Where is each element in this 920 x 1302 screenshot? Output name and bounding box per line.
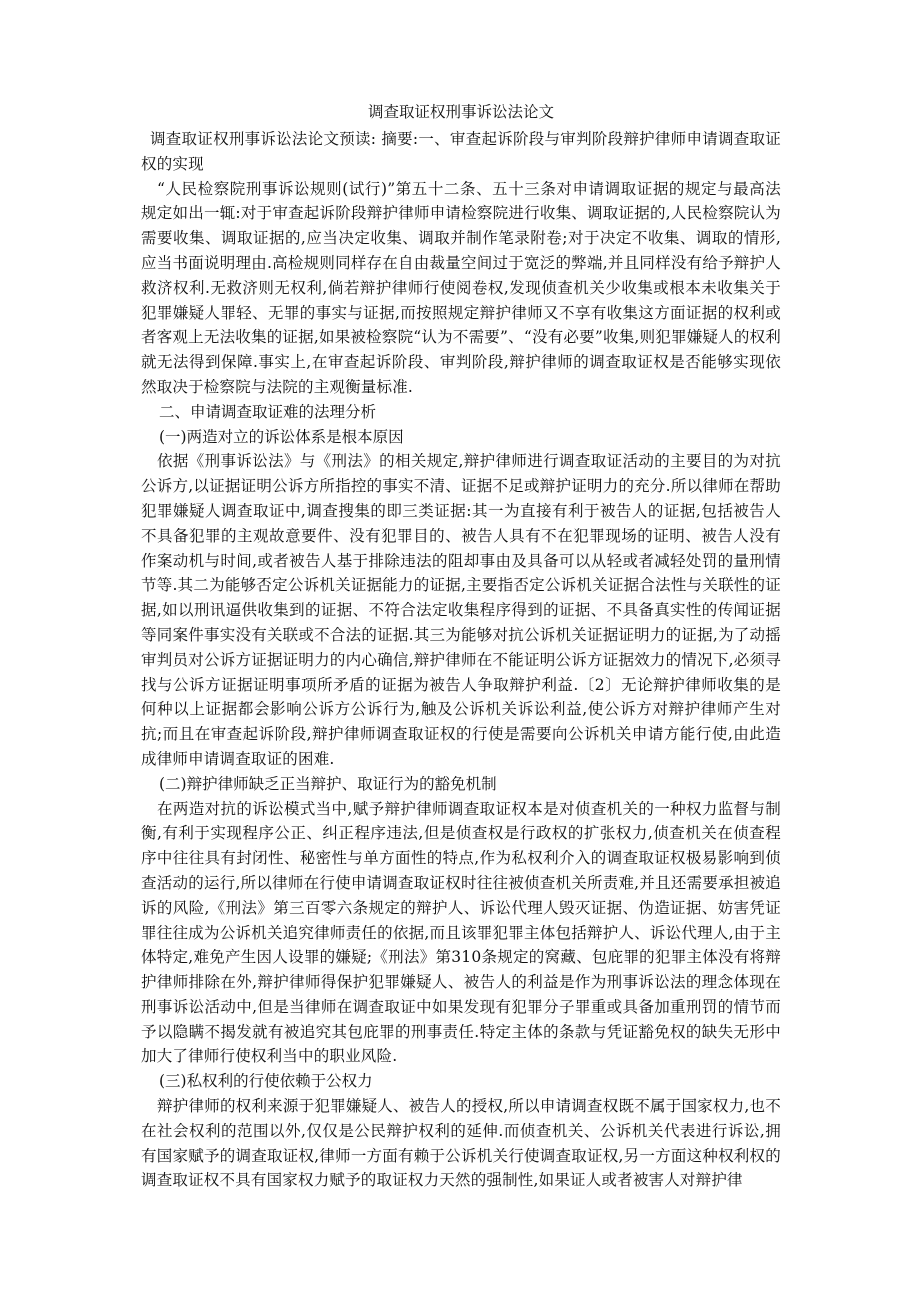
body-paragraph: “人民检察院刑事诉讼规则(试行)”第五十二条、五十三条对申请调取证据的规定与最高法规定如出一辄:对于审查起诉阶段辩护律师申请检察院进行收集、调取证据的,人民检察院认为需要收集、调取证据的,应当决定收集、调取并制作笔录附卷;对于决定不收集、调取的情形,应当书面说明理由.高检规则同样存在自由裁量空间过于宽泛的弊端,并且同样没有给予辩护人救济权利.无救济则无权利,倘若辩护律师行使阅卷权,发现侦查机关少收集或根本未收集关于犯罪嫌疑人罪轻、无罪的事实与证据,而按照规定辩护律师又不享有收集这方面证据的权利或者客观上无法收集的证据,如果被检察院“认为不需要”、“没有必要”收集,则犯罪嫌疑人的权利就无法得到保障.事实上,在审查起诉阶段、审判阶段,辩护律师的调查取证权是否能够实现依然取决于检察院与法院的主观衡量标准. [141, 179, 781, 396]
section-heading: (二)辩护律师缺乏正当辩护、取证行为的豁免机制 [159, 774, 497, 793]
body-paragraph: 辩护律师的权利来源于犯罪嫌疑人、被告人的授权,所以申请调查权既不属于国家权力,也不在社会权利的范围以外,仅仅是公民辩护权利的延伸.而侦查机关、公诉机关代表进行诉讼,拥有国家赋予的调查取证权,律师一方面有赖于公诉机关行使调查取证权,另一方面这种权利权的调查取证权不具有国家权力赋予的取证权力天然的强制性,如果证人或者被害人对辩护律 [141, 1097, 781, 1190]
document-page [141, 100, 781, 1193]
section-heading: (三)私权利的行使依赖于公权力 [159, 1072, 373, 1091]
body-paragraph: 调查取证权刑事诉讼法论文预读: 摘要:一、审查起诉阶段与审判阶段辩护律师申请调查取证权的实现 [141, 130, 781, 173]
body-paragraph: 在两造对抗的诉讼模式当中,赋予辩护律师调查取证权本是对侦查机关的一种权力监督与制衡,有利于实现程序公正、纠正程序违法,但是侦查权是行政权的扩张权力,侦查机关在侦查程序中往往具有封闭性、秘密性与单方面性的特点,作为私权利介入的调查取证权极易影响到侦查活动的运行,所以律师在行使申请调查取证权时往往被侦查机关所责难,并且还需要承担被追诉的风险,《刑法》第三百零六条规定的辩护人、诉讼代理人毁灭证据、伪造证据、妨害凭证罪往往成为公诉机关追究律师责任的依据,而且该罪犯罪主体包括辩护人、诉讼代理人,由于主体特定,难免产生因人设罪的嫌疑;《刑法》第310条规定的窝藏、包庇罪的犯罪主体没有将辩护律师排除在外,辩护律师得保护犯罪嫌疑人、被告人的利益是作为刑事诉讼法的理念体现在刑事诉讼活动中,但是当律师在调查取证中如果发现有犯罪分子罪重或具备加重刑罚的情节而予以隐瞒不揭发就有被追究其包庇罪的刑事责任.特定主体的条款与凭证豁免权的缺失无形中加大了律师行使权利当中的职业风险. [141, 799, 781, 1066]
document-body [141, 127, 781, 1193]
section-heading: (一)两造对立的诉讼体系是根本原因 [159, 427, 404, 446]
body-paragraph: 依据《刑事诉讼法》与《刑法》的相关规定,辩护律师进行调查取证活动的主要目的为对抗公诉方,以证据证明公诉方所指控的事实不清、证据不足或辩护证明力的充分.所以律师在帮助犯罪嫌疑人调查取证中,调查搜集的即三类证据:其一为直接有利于被告人的证据,包括被告人不具备犯罪的主观故意要件、没有犯罪目的、被告人具有不在犯罪现场的证明、被告人没有作案动机与时间,或者被告人基于排除违法的阻却事由及具备可以从轻或者减轻处罚的量刑情节等.其二为能够否定公诉机关证据能力的证据,主要指否定公诉机关证据合法性与关联性的证据,如以刑讯逼供收集到的证据、不符合法定收集程序得到的证据、不具备真实性的传闻证据等同案件事实没有关联或不合法的证据.其三为能够对抗公诉机关证据证明力的证据,为了动摇审判员对公诉方证据证明力的内心确信,辩护律师在不能证明公诉方证据效力的情况下,必须寻找与公诉方证据证明事项所矛盾的证据为被告人争取辩护利益.〔2〕无论辩护律师收集的是何种以上证据都会影响公诉方公诉行为,触及公诉机关诉讼利益,使公诉方对辩护律师产生对抗;而且在审查起诉阶段,辩护律师调查取证权的行使是需要向公诉机关申请方能行使,由此造成律师申请调查取证的困难. [141, 452, 781, 768]
section-heading: 二、申请调查取证难的法理分析 [159, 402, 377, 421]
document-title: 调查取证权刑事诉讼法论文 [367, 103, 554, 121]
